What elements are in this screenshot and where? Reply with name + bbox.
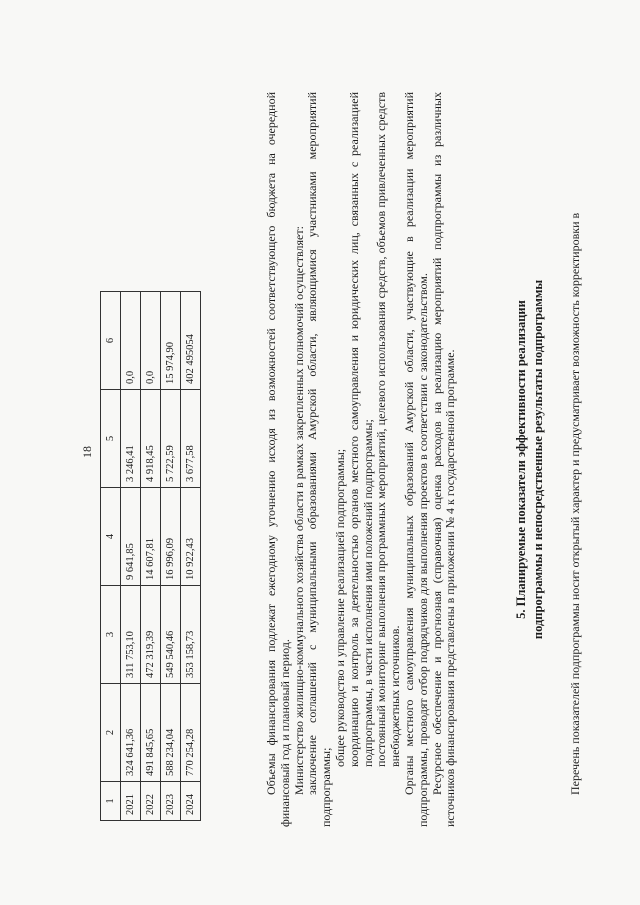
table-cell: 353 158,73 <box>181 586 201 684</box>
table-header-cell: 5 <box>101 390 121 488</box>
table-row <box>161 292 181 821</box>
paragraph-coordination: координацию и контроль за деятельностью органов местного самоуправления и юридических лиц, связанных с реализацией подпрограммы, в части исполнения ими положений подпрограммы; <box>346 92 375 767</box>
table-row <box>121 292 141 821</box>
table-cell: 311 753,10 <box>121 586 141 684</box>
table-cell: 10 922,43 <box>181 488 201 586</box>
paragraph-indicators-list: Перечень показателей подпрограммы носит открытый характер и предусматривает возможность корректировки в <box>568 212 583 795</box>
table-header-cell: 2 <box>101 684 121 782</box>
table-cell: 549 540,46 <box>161 586 181 684</box>
table-header-cell: 4 <box>101 488 121 586</box>
paragraph-financing-volumes: Объемы финансирования подлежат ежегодному уточнению исходя из возможностей соответствующего бюджета на очередной финансовый год и плановый период. <box>264 92 292 827</box>
page-number: 18 <box>80 446 94 458</box>
table-cell: 0,0 <box>121 292 141 390</box>
table-cell: 2022 <box>141 782 161 821</box>
table-cell: 0,0 <box>141 292 161 390</box>
financing-table <box>100 291 201 821</box>
section-title <box>513 92 547 827</box>
table-cell: 16 996,09 <box>161 488 181 586</box>
table-cell: 588 234,04 <box>161 684 181 782</box>
table-cell: 15 974,90 <box>161 292 181 390</box>
paragraph-agreements: заключение соглашений с муниципальными образованиями Амурской области, являющимися участниками мероприятий подпрограммы; <box>305 92 334 827</box>
table-cell: 3 246,41 <box>121 390 141 488</box>
table-cell: 9 641,85 <box>121 488 141 586</box>
table-row <box>141 292 161 821</box>
table-cell: 5 722,59 <box>161 390 181 488</box>
section-title-line-1: 5. Планируемые показатели эффективности реализации <box>514 300 529 619</box>
table-cell: 2021 <box>121 782 141 821</box>
table-header-row <box>101 292 121 821</box>
section-title-line-2: подпрограммы и непосредственные результаты подпрограммы <box>531 279 546 640</box>
table-header-cell: 1 <box>101 782 121 821</box>
paragraph-resource-support: Ресурсное обеспечение и прогнозная (справочная) оценка расходов на реализацию мероприятий подпрограммы из различных источников финансирования представлены в приложении № 4 к государственной программе. <box>429 92 458 827</box>
table-cell: 3 677,58 <box>181 390 201 488</box>
table-cell: 324 641,36 <box>121 684 141 782</box>
table-header-cell: 6 <box>101 292 121 390</box>
table-cell: 402 495054 <box>181 292 201 390</box>
paragraph-ministry: Министерство жилищно-коммунального хозяйства области в рамках закрепленных полномочий осуществляет: <box>291 226 306 795</box>
table-header-cell: 3 <box>101 586 121 684</box>
paragraph-general-management: общее руководство и управление реализацией подпрограммы; <box>332 448 347 767</box>
table-row <box>181 292 201 821</box>
body-text <box>265 92 583 827</box>
table-cell: 14 607,81 <box>141 488 161 586</box>
table-cell: 2024 <box>181 782 201 821</box>
paragraph-local-government: Органы местного самоуправления муниципальных образований Амурской области, участвующие в реализации мероприятий подпрограммы, проводят отбор подрядчиков для выполнения проектов в соответствии с законодательством. <box>401 92 430 827</box>
table-cell: 4 918,45 <box>141 390 161 488</box>
table-cell: 770 254,28 <box>181 684 201 782</box>
paragraph-monitoring: постоянный мониторинг выполнения программных мероприятий, целевого использования средств, объемов привлеченных средств внебюджетных источников. <box>374 92 403 767</box>
table-cell: 2023 <box>161 782 181 821</box>
table-cell: 491 845,65 <box>141 684 161 782</box>
table-cell: 472 319,39 <box>141 586 161 684</box>
